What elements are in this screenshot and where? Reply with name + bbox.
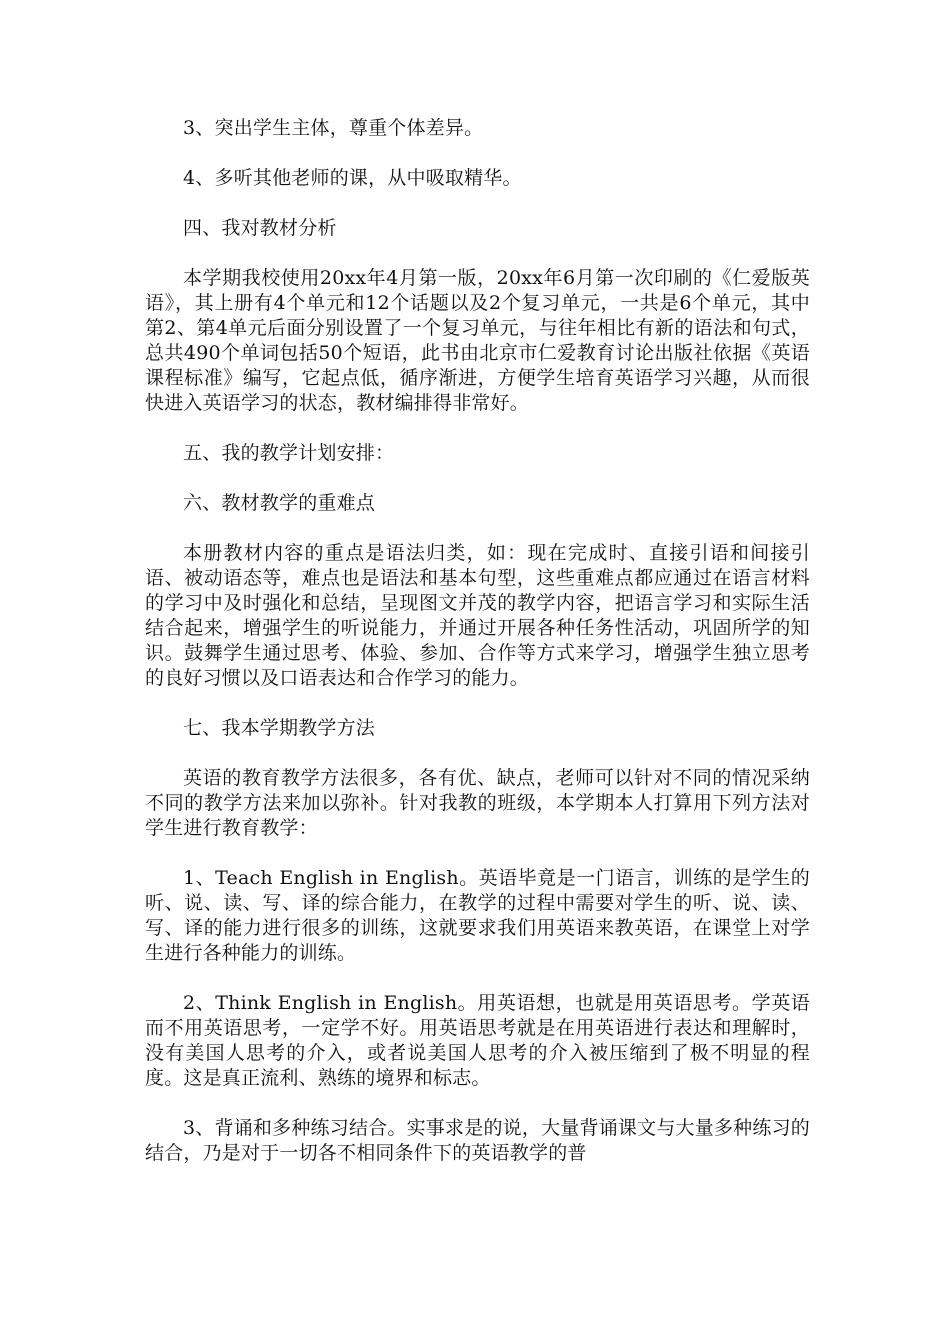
paragraph-method-2: 2、Think English in English。用英语想，也就是用英语思考。学英语而不用英语思考，一定学不好。用英语思考就是在用英语进行表达和理解时，没有美国人思考的介入，或者说美国人思考的介入被压缩到了极不明显的程度。这是真正流利、熟练的境界和标志。 (145, 992, 810, 1089)
paragraph-method-1: 1、Teach English in English。英语毕竟是一门语言，训练的是学生的听、说、读、写、译的综合能力，在教学的过程中需要对学生的听、说、读、写、译的能力进行很多的训练，这就要求我们用英语来教英语，在课堂上对学生进行各种能力的训练。 (145, 867, 810, 964)
section-heading-key-difficulties: 六、教材教学的重难点 (183, 492, 376, 514)
list-item-point-3: 3、突出学生主体，尊重个体差异。 (183, 117, 484, 139)
paragraph-textbook-analysis: 本学期我校使用20xx年4月第一版，20xx年6月第一次印刷的《仁爱版英语》，其上册有4个单元和12个话题以及2个复习单元，一共是6个单元，其中第2、第4单元后面分别设置了一个复习单元，与往年相比有新的语法和句式，总共490个单词包括50个短语，此书由北京市仁爱教育讨论出版社依据《英语课程标准》编写，它起点低，循序渐进，方便学生培育英语学习兴趣，从而很快进入英语学习的状态，教材编排得非常好。 (145, 267, 810, 414)
section-heading-teaching-methods: 七、我本学期教学方法 (183, 717, 376, 739)
paragraph-teaching-methods-intro: 英语的教育教学方法很多，各有优、缺点，老师可以针对不同的情况采纳不同的教学方法来加以弥补。针对我教的班级，本学期本人打算用下列方法对学生进行教育教学： (145, 767, 810, 839)
paragraph-key-difficulties: 本册教材内容的重点是语法归类，如：现在完成时、直接引语和间接引语、被动语态等，难点也是语法和基本句型，这些重难点都应通过在语言材料的学习中及时强化和总结，呈现图文并茂的教学内容，把语言学习和实际生活结合起来，增强学生的听说能力，并通过开展各种任务性活动，巩固所学的知识。鼓舞学生通过思考、体验、参加、合作等方式来学习，增强学生独立思考的良好习惯以及口语表达和合作学习的能力。 (145, 542, 810, 689)
document-body (145, 116, 810, 1166)
list-item-point-4: 4、多听其他老师的课，从中吸取精华。 (183, 167, 522, 189)
paragraph-method-3: 3、背诵和多种练习结合。实事求是的说，大量背诵课文与大量多种练习的结合，乃是对于一切各不相同条件下的英语教学的普 (145, 1117, 810, 1164)
section-heading-textbook-analysis: 四、我对教材分析 (183, 217, 337, 239)
section-heading-teaching-plan: 五、我的教学计划安排： (183, 442, 395, 464)
